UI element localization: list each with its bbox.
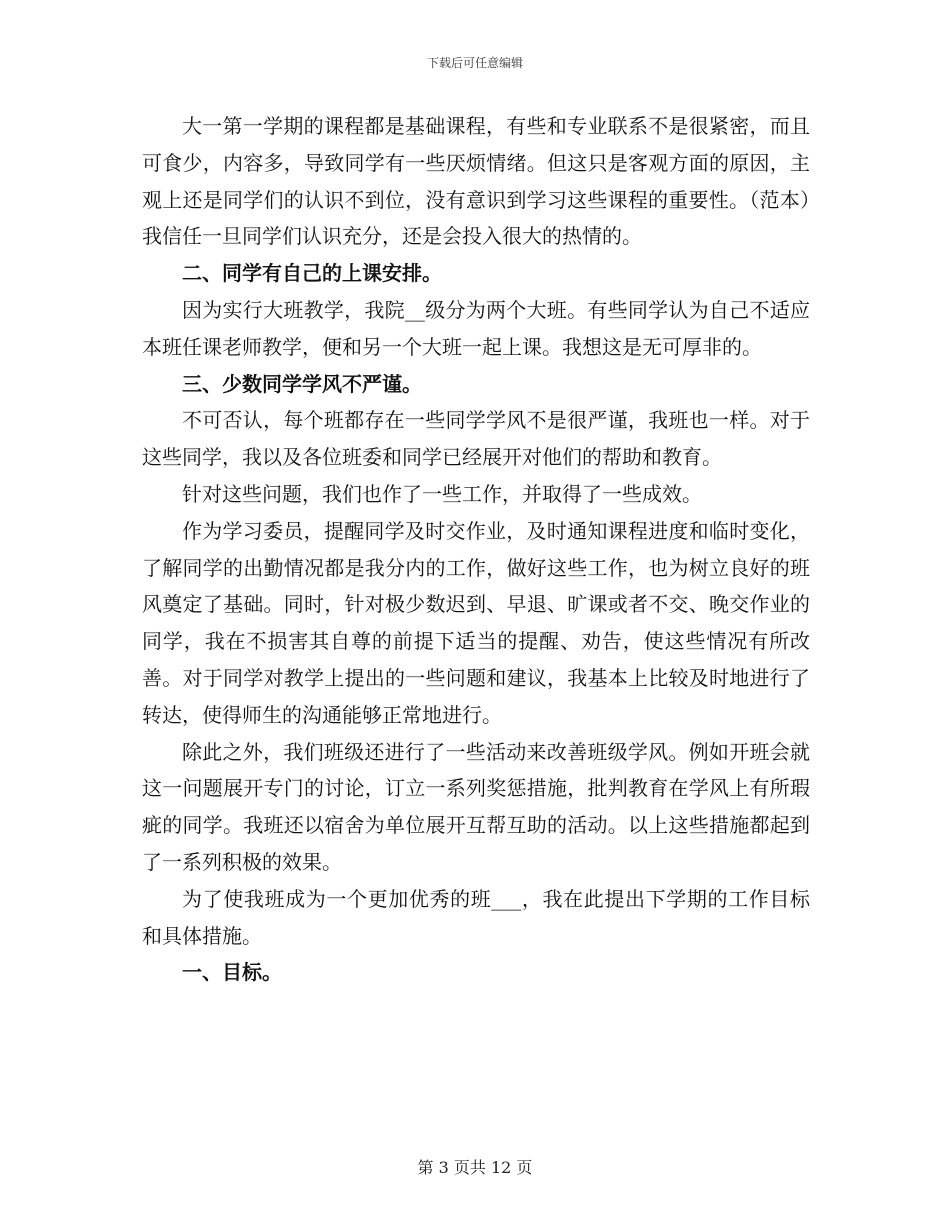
section-heading: 三、少数同学学风不严谨。	[182, 371, 422, 396]
page-header: 下载后可任意编辑	[426, 56, 523, 70]
page-footer: 第 3 页共 12 页	[417, 1158, 533, 1177]
body-paragraph: 大一第一学期的课程都是基础课程，有些和专业联系不是很紧密，而且可食少，内容多，导致同学有一些厌烦情绪。但这只是客观方面的原因，主观上还是同学们的认识不到位，没有意识到学习这些课程的重要性。（范本）我信任一旦同学们认识充分，还是会投入很大的热情的。	[142, 114, 810, 249]
body-paragraph: 作为学习委员，提醒同学及时交作业，及时通知课程进度和临时变化，了解同学的出勤情况都是我分内的工作，做好这些工作，也为树立良好的班风奠定了基础。同时，针对极少数迟到、早退、旷课或者不交、晚交作业的同学，我在不损害其自尊的前提下适当的提醒、劝告，使这些情况有所改善。对于同学对教学上提出的一些问题和建议，我基本上比较及时地进行了转达，使得师生的沟通能够正常地进行。	[142, 518, 810, 727]
document-body	[142, 108, 810, 991]
body-paragraph: 为了使我班成为一个更加优秀的班___，我在此提出下学期的工作目标和具体措施。	[142, 886, 810, 948]
body-paragraph: 针对这些问题，我们也作了一些工作，并取得了一些成效。	[182, 481, 702, 506]
body-paragraph: 因为实行大班教学，我院__级分为两个大班。有些同学认为自己不适应本班任课老师教学，便和另一个大班一起上课。我想这是无可厚非的。	[142, 297, 810, 359]
section-heading: 一、目标。	[182, 960, 282, 985]
body-paragraph: 除此之外，我们班级还进行了一些活动来改善班级学风。例如开班会就这一问题展开专门的讨论，订立一系列奖惩措施，批判教育在学风上有所瑕疵的同学。我班还以宿舍为单位展开互帮互助的活动。以上这些措施都起到了一系列积极的效果。	[142, 739, 810, 874]
body-paragraph: 不可否认，每个班都存在一些同学学风不是很严谨，我班也一样。对于这些同学，我以及各位班委和同学已经展开对他们的帮助和教育。	[142, 408, 810, 470]
section-heading: 二、同学有自己的上课安排。	[182, 261, 442, 286]
